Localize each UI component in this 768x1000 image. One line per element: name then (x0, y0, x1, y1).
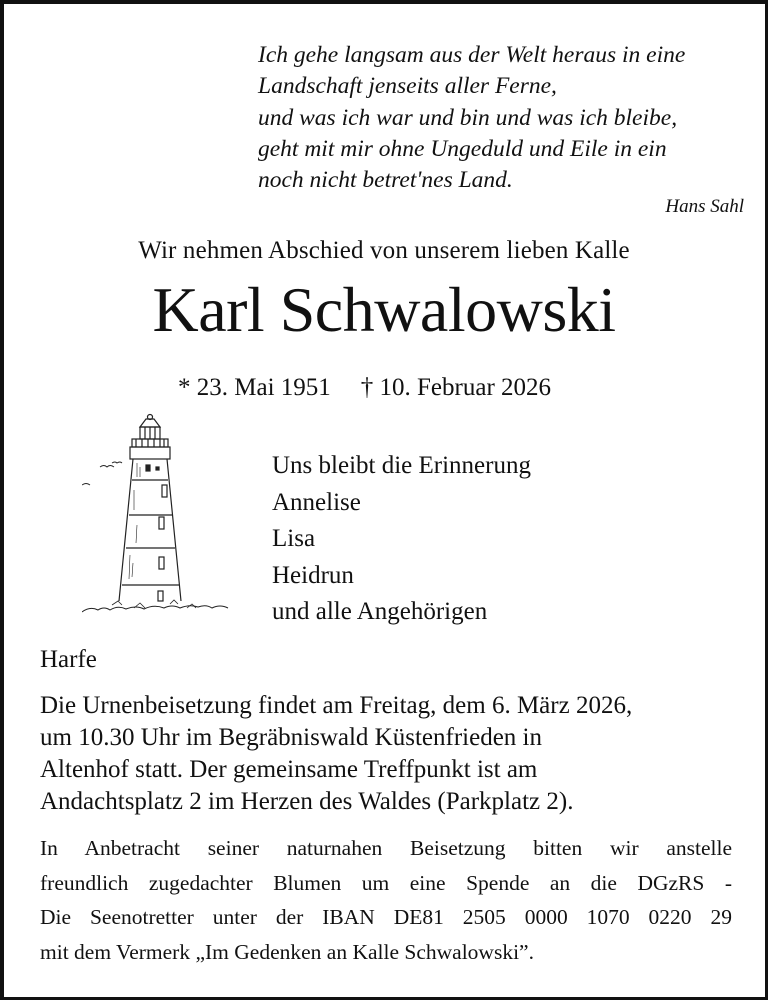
poem-line: Ich gehe langsam aus der Welt heraus in eine (258, 42, 686, 68)
life-dates (178, 374, 551, 402)
lighthouse-icon (82, 405, 242, 620)
ceremony-details (40, 690, 632, 818)
donation-request (40, 831, 732, 969)
poem-quote (258, 40, 685, 196)
donation-line: freundlich zugedachter Blumen um eine Spende an die DGzRS - (40, 870, 732, 895)
place-name: Harfe (40, 646, 97, 673)
death-date: † 10. Februar 2026 (360, 374, 552, 401)
donation-line: In Anbetracht seiner naturnahen Beisetzung bitten wir anstelle (40, 836, 732, 860)
donation-line: Die Seenotretter unter der IBAN DE81 2505 0000 1070 0220 29 (40, 905, 732, 929)
birth-date: * 23. Mai 1951 (178, 374, 331, 401)
ceremony-line: um 10.30 Uhr im Begräbniswald Küstenfrieden in (40, 724, 542, 751)
poem-author: Hans Sahl (665, 196, 744, 217)
poem-line: geht mit mir ohne Ungeduld und Eile in ein (258, 135, 667, 162)
mourners-list (272, 448, 531, 631)
mourner-line: und alle Angehörigen (272, 598, 488, 625)
mourner-line: Annelise (272, 488, 361, 516)
mourner-line: Heidrun (272, 561, 354, 589)
poem-line: Landschaft jenseits aller Ferne, (258, 73, 557, 100)
mourner-line: Uns bleibt die Erinnerung (272, 452, 531, 479)
ceremony-line: Die Urnenbeisetzung findet am Freitag, dem 6. März 2026, (40, 692, 633, 719)
donation-line: mit dem Vermerk „Im Gedenken an Kalle Schwalowski”. (40, 939, 534, 964)
ceremony-line: Andachtsplatz 2 im Herzen des Waldes (Parkplatz 2). (40, 788, 574, 815)
poem-line: noch nicht betret'nes Land. (258, 167, 513, 194)
deceased-name: Karl Schwalowski (152, 274, 616, 345)
mourner-line: Lisa (272, 525, 316, 552)
farewell-intro: Wir nehmen Abschied von unserem lieben Kalle (138, 237, 630, 264)
ceremony-line: Altenhof statt. Der gemeinsame Treffpunkt ist am (40, 756, 538, 783)
poem-line: und was ich war und bin und was ich bleibe, (258, 104, 678, 131)
